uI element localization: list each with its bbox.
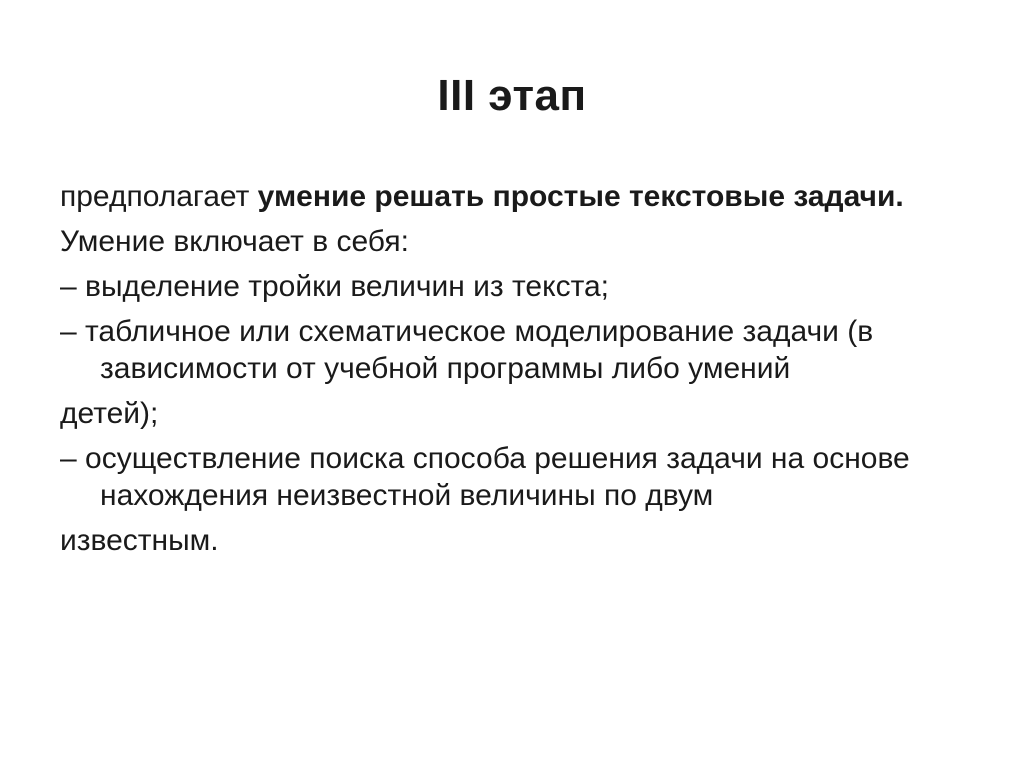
list-item: – осуществление поиска способа решения задачи на основе нахождения неизвестной величины по двум	[60, 442, 910, 512]
slide-content	[60, 178, 960, 559]
list-item: – выделение тройки величин из текста;	[60, 270, 609, 303]
includes-label: Умение включает в себя:	[60, 225, 409, 258]
intro-paragraph	[60, 178, 960, 215]
list-item-continuation: детей);	[60, 397, 159, 430]
list-item-continuation: известным.	[60, 524, 219, 557]
intro-emphasis: умение решать простые текстовые задачи.	[257, 180, 904, 213]
slide-title: III этап	[437, 71, 587, 120]
intro-lead: предполагает	[60, 180, 258, 213]
list-item: – табличное или схематическое моделирование задачи (в зависимости от учебной программы либо умений	[60, 315, 874, 385]
